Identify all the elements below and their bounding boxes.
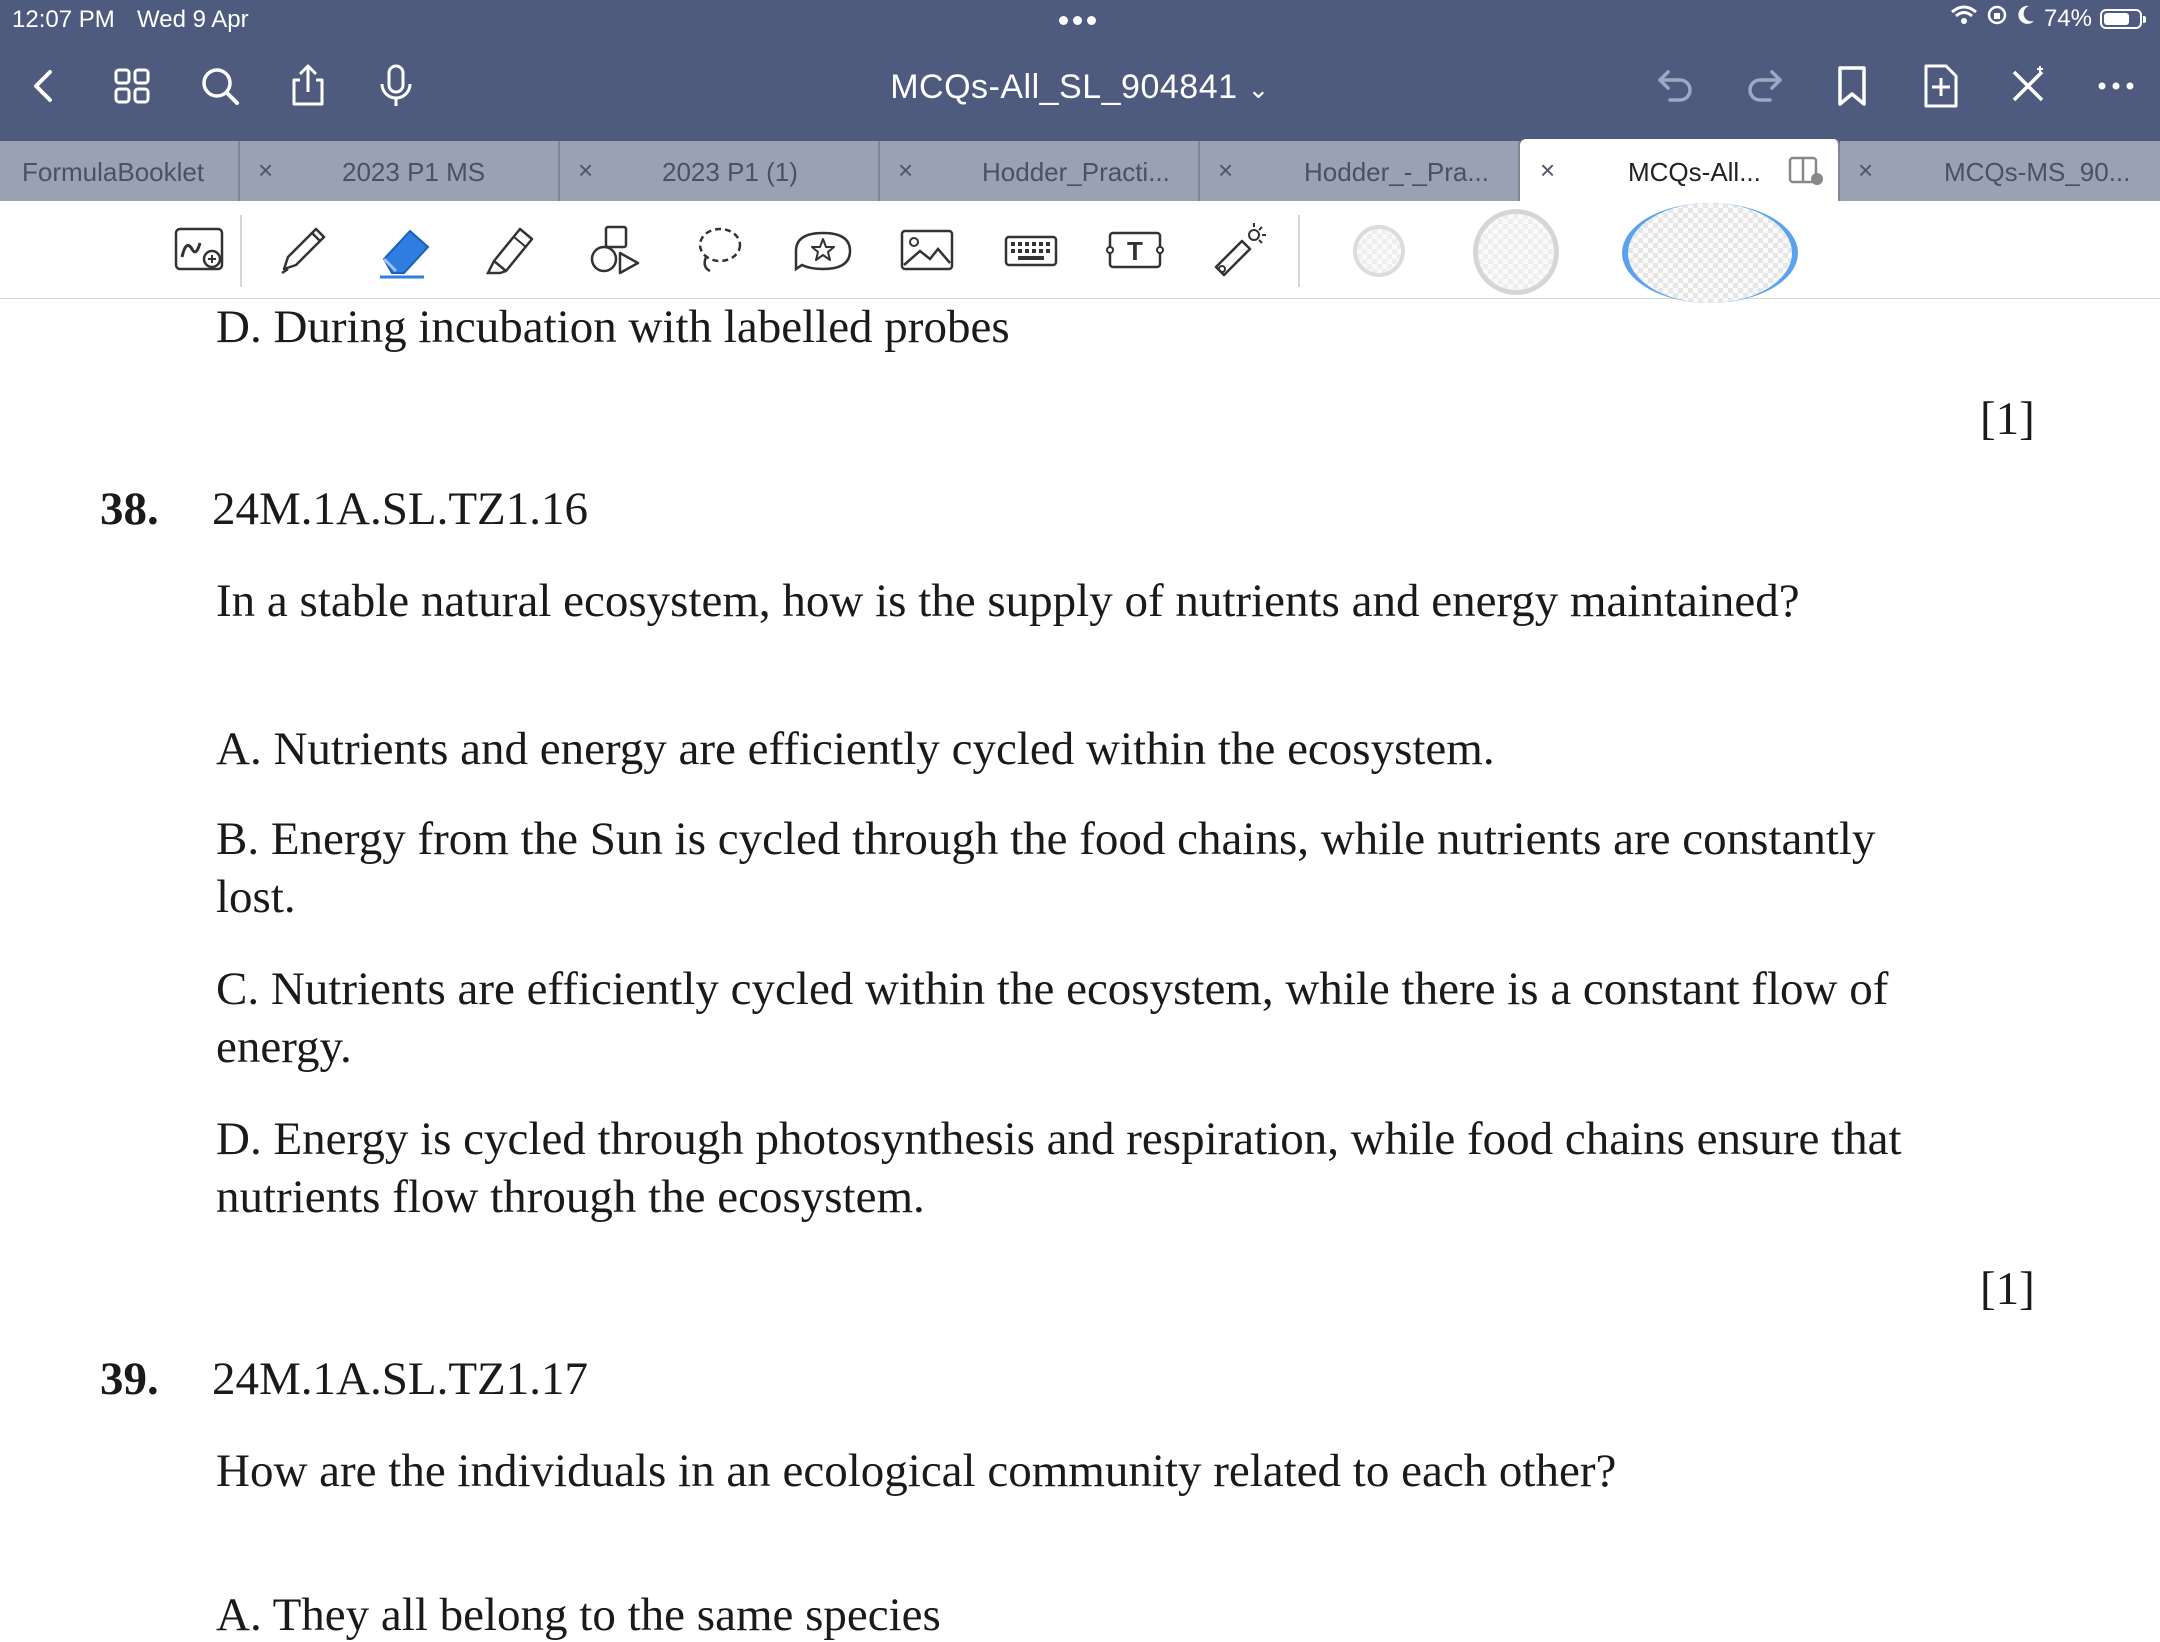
battery-percent: 74% xyxy=(2043,4,2092,32)
close-tools-icon[interactable] xyxy=(2004,62,2052,110)
tab-label: 2023 P1 (1) xyxy=(662,157,798,187)
option-d: D. Energy is cycled through photosynthesis and respiration, while food chains ensure that xyxy=(216,1113,1902,1165)
option-b-cont: lost. xyxy=(216,871,296,923)
split-view-icon[interactable] xyxy=(1788,155,1824,194)
marks: [1] xyxy=(1980,1263,2035,1315)
status-right xyxy=(1950,4,2142,33)
question-number: 38. xyxy=(100,483,159,535)
tab-label: Hodder_-_Pra... xyxy=(1304,157,1489,187)
option-c-cont: energy. xyxy=(216,1021,352,1073)
tab-label: FormulaBooklet xyxy=(22,157,205,187)
multitasking-dots-icon[interactable] xyxy=(1059,12,1101,30)
tab-formula-booklet[interactable] xyxy=(0,141,240,201)
highlighter-icon[interactable] xyxy=(480,219,542,281)
option-b: B. Energy from the Sun is cycled through the food chains, while nutrients are constantly xyxy=(216,813,1876,865)
tab-mcqs-all-active[interactable] xyxy=(1520,139,1840,201)
toolbar-divider xyxy=(1298,215,1300,287)
tab-label: 2023 P1 MS xyxy=(342,157,486,187)
image-icon[interactable] xyxy=(896,219,958,281)
tab-close-icon[interactable]: × xyxy=(1218,155,1234,185)
tab-label: Hodder_Practi... xyxy=(982,157,1170,187)
tab-label: MCQs-MS_90... xyxy=(1944,157,2131,187)
wifi-icon xyxy=(1950,4,1978,33)
more-icon[interactable] xyxy=(2092,62,2140,110)
option-a: A. They all belong to the same species xyxy=(216,1589,941,1641)
undo-icon[interactable] xyxy=(1652,62,1700,110)
tab-hodder-pra[interactable] xyxy=(1200,141,1520,201)
battery-icon xyxy=(2100,9,2142,29)
eraser-icon[interactable] xyxy=(376,219,438,281)
shapes-icon[interactable] xyxy=(584,219,646,281)
tab-close-icon[interactable]: × xyxy=(1858,155,1874,185)
svg-text:T: T xyxy=(1127,236,1143,266)
title-chevron-icon: ⌄ xyxy=(1247,74,1270,104)
option-a: A. Nutrients and energy are efficiently cycled within the ecosystem. xyxy=(216,723,1495,775)
pen-icon[interactable] xyxy=(272,219,334,281)
handwriting-zoom-icon[interactable] xyxy=(170,219,232,281)
marks: [1] xyxy=(1980,393,2035,445)
question-code: 24M.1A.SL.TZ1.17 xyxy=(212,1353,588,1405)
add-page-icon[interactable] xyxy=(1916,62,1964,110)
lasso-icon[interactable] xyxy=(688,219,750,281)
status-time: 12:07 PM xyxy=(12,6,115,33)
tab-2023-p1-1[interactable] xyxy=(560,141,880,201)
status-date: Wed 9 Apr xyxy=(137,6,249,33)
question-text: How are the individuals in an ecological community related to each other? xyxy=(216,1445,1617,1497)
question-number: 39. xyxy=(100,1353,159,1405)
tab-close-icon[interactable]: × xyxy=(898,155,914,185)
prev-option-d: D. During incubation with labelled probes xyxy=(216,301,1010,353)
tab-label: MCQs-All... xyxy=(1628,157,1761,187)
tab-close-icon[interactable]: × xyxy=(578,155,594,185)
tab-close-icon[interactable]: × xyxy=(258,155,274,185)
question-text: In a stable natural ecosystem, how is the supply of nutrients and energy maintained? xyxy=(216,575,1800,627)
annotation-toolbar xyxy=(0,201,2160,299)
document-title[interactable]: MCQs-All_SL_904841 ⌄ xyxy=(890,68,1270,106)
moon-icon xyxy=(2016,4,2036,33)
eraser-size-medium[interactable] xyxy=(1473,209,1559,295)
bookmark-icon[interactable] xyxy=(1828,62,1876,110)
keyboard-icon[interactable] xyxy=(1000,219,1062,281)
eraser-size-small[interactable] xyxy=(1353,225,1405,277)
option-d-cont: nutrients flow through the ecosystem. xyxy=(216,1171,925,1223)
text-box-icon[interactable] xyxy=(1104,219,1166,281)
toolbar-divider xyxy=(240,215,242,287)
question-code: 24M.1A.SL.TZ1.16 xyxy=(212,483,588,535)
tab-hodder-practice[interactable] xyxy=(880,141,1200,201)
option-c: C. Nutrients are efficiently cycled within the ecosystem, while there is a constant flow of xyxy=(216,963,1889,1015)
tab-close-icon[interactable]: × xyxy=(1540,155,1556,185)
rotation-lock-icon xyxy=(1986,4,2008,33)
tab-2023-p1-ms[interactable] xyxy=(240,141,560,201)
eraser-size-large-selected[interactable] xyxy=(1622,203,1798,303)
tab-bar xyxy=(0,141,2160,201)
top-bar xyxy=(0,0,2160,141)
laser-pointer-icon[interactable] xyxy=(1208,219,1270,281)
redo-icon[interactable] xyxy=(1740,62,1788,110)
sticker-icon[interactable] xyxy=(792,219,854,281)
tab-mcqs-ms[interactable] xyxy=(1840,141,2160,201)
